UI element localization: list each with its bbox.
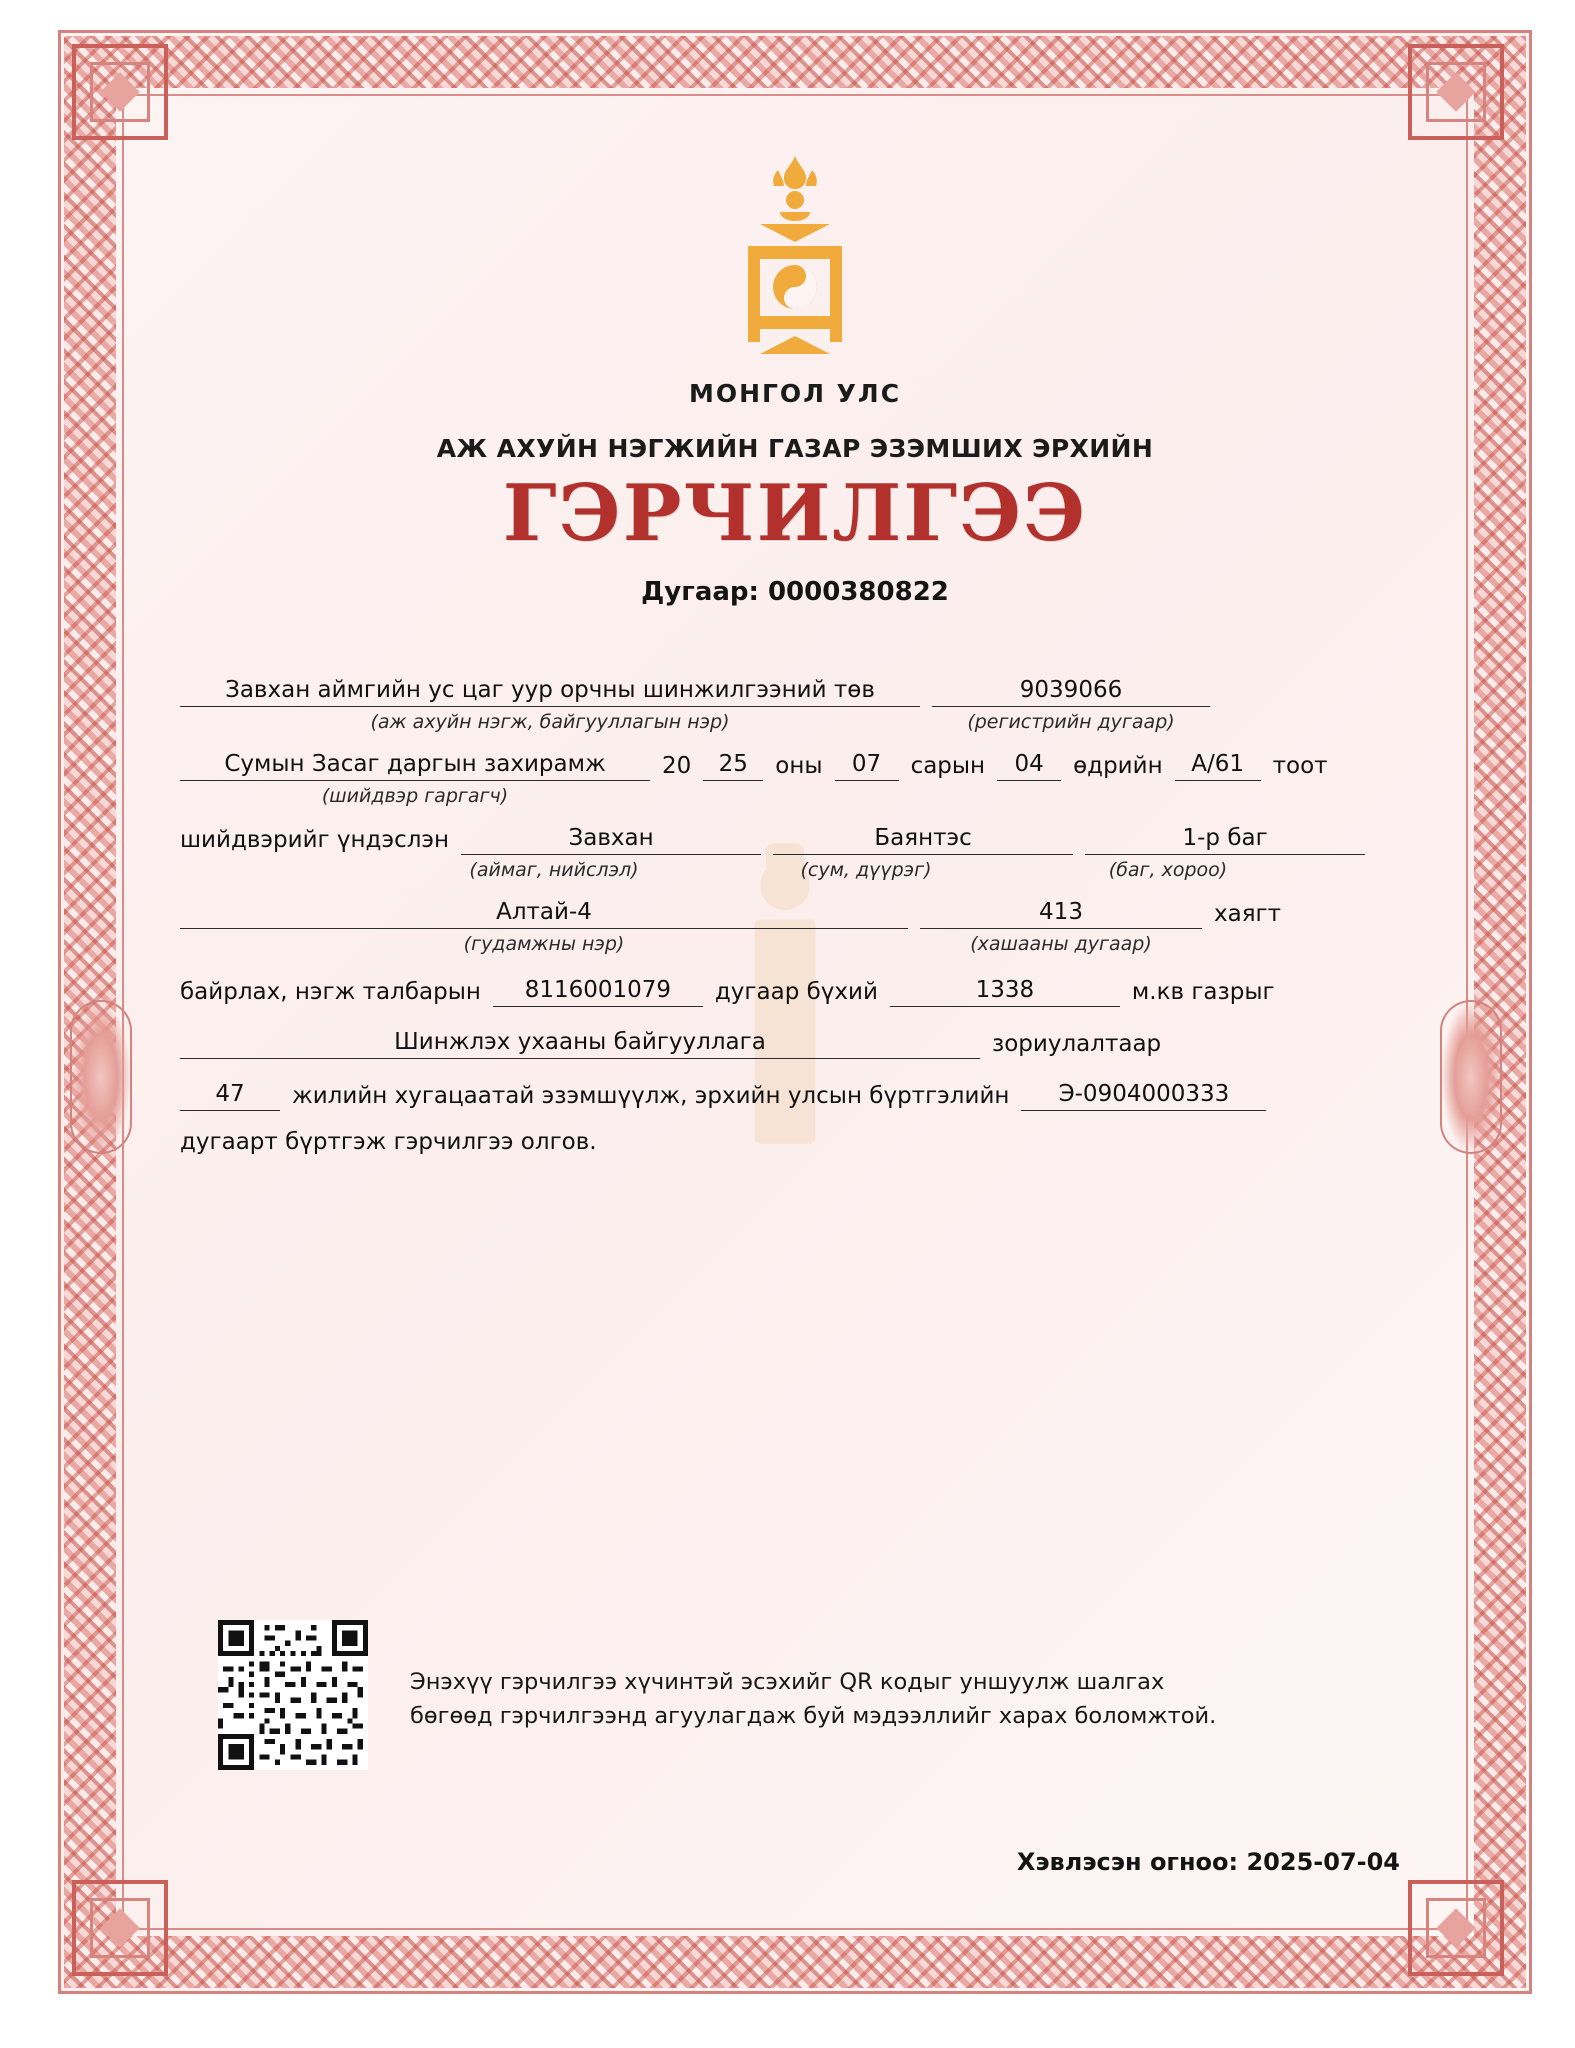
qr-note-line2: бөгөөд гэрчилгээнд агуулагдаж буй мэдээллийг харах боломжтой. bbox=[410, 1702, 1217, 1729]
street-field: Алтай-4 bbox=[180, 899, 908, 929]
organization-name-hint: (аж ахуйн нэгж, байгууллагын нэр) bbox=[370, 710, 730, 733]
qr-code[interactable] bbox=[218, 1620, 368, 1770]
aimag-field: Завхан bbox=[461, 825, 761, 855]
row-duration bbox=[180, 1081, 1410, 1111]
month-word-label: сарын bbox=[910, 752, 986, 779]
row-location bbox=[180, 825, 1410, 855]
decision-maker-hint: (шийдвэр гаргагч) bbox=[321, 784, 509, 807]
year-field: 25 bbox=[703, 751, 763, 781]
area-unit-label: м.кв газрыг bbox=[1131, 978, 1275, 1005]
purpose-word-label: зориулалтаар bbox=[992, 1030, 1162, 1057]
row-purpose bbox=[180, 1029, 1410, 1059]
printed-date: Хэвлэсэн огноо: 2025-07-04 bbox=[1016, 1848, 1400, 1876]
number-word-label: дугаар бүхий bbox=[714, 978, 878, 1005]
closing-text-label: дугаарт бүртгэж гэрчилгээ олгов. bbox=[180, 1128, 597, 1155]
certificate-number: Дугаар: 0000380822 bbox=[641, 576, 949, 607]
country-title: МОНГОЛ УЛС bbox=[688, 379, 902, 408]
street-hint: (гудамжны нэр) bbox=[463, 932, 625, 955]
act-word-label: тоот bbox=[1272, 752, 1328, 779]
year-prefix-label: 20 bbox=[662, 752, 692, 779]
decision-maker-field: Сумын Засаг даргын захирамж bbox=[180, 751, 650, 781]
register-number-hint: (регистрийн дугаар) bbox=[967, 710, 1175, 733]
certificate-content bbox=[180, 120, 1410, 1157]
corner-ornament-bottom-left bbox=[72, 1880, 168, 1976]
row-decision-hints bbox=[180, 785, 1410, 807]
fence-hint: (хашааны дугаар) bbox=[970, 932, 1152, 955]
day-field: 04 bbox=[997, 751, 1061, 781]
row-decision bbox=[180, 751, 1410, 781]
parcel-number-field: 8116001079 bbox=[493, 977, 703, 1007]
aimag-hint: (аймаг, нийслэл) bbox=[469, 858, 639, 881]
row-organization bbox=[180, 677, 1410, 707]
state-registration-number-field: Э-0904000333 bbox=[1021, 1081, 1266, 1111]
bag-hint: (баг, хороо) bbox=[1108, 858, 1228, 881]
certificate-subtitle: АЖ АХУЙН НЭГЖИЙН ГАЗАР ЭЗЭМШИХ ЭРХИЙН bbox=[436, 434, 1154, 463]
row-parcel bbox=[180, 977, 1410, 1007]
row-location-hints bbox=[180, 859, 1410, 881]
row-street-hints bbox=[180, 933, 1410, 955]
bag-field: 1-р баг bbox=[1085, 825, 1365, 855]
act-number-field: А/61 bbox=[1175, 751, 1261, 781]
based-on-label: шийдвэрийг үндэслэн bbox=[180, 826, 450, 853]
corner-ornament-top-right bbox=[1408, 44, 1504, 140]
side-medallion-left bbox=[70, 1000, 132, 1154]
register-number-field: 9039066 bbox=[932, 677, 1210, 707]
day-word-label: өдрийн bbox=[1073, 752, 1163, 779]
located-label: байрлах, нэгж талбарын bbox=[180, 978, 481, 1005]
purpose-field: Шинжлэх ухааны байгууллага bbox=[180, 1029, 980, 1059]
years-field: 47 bbox=[180, 1081, 280, 1111]
sum-hint: (сум, дүүрэг) bbox=[800, 858, 932, 881]
corner-ornament-top-left bbox=[72, 44, 168, 140]
qr-note bbox=[410, 1666, 1290, 1734]
organization-name-field: Завхан аймгийн ус цаг уур орчны шинжилгээний төв bbox=[180, 677, 920, 707]
address-word-label: хаягт bbox=[1214, 900, 1282, 927]
soyombo-emblem-icon bbox=[700, 150, 890, 365]
month-field: 07 bbox=[835, 751, 899, 781]
emblem-container bbox=[180, 150, 1410, 365]
qr-note-line1: Энэхүү гэрчилгээ хүчинтэй эсэхийг QR кодыг уншуулж шалгах bbox=[410, 1669, 1165, 1695]
corner-ornament-bottom-right bbox=[1408, 1880, 1504, 1976]
row-street bbox=[180, 899, 1410, 929]
fence-number-field: 413 bbox=[920, 899, 1202, 929]
sum-field: Баянтэс bbox=[773, 825, 1073, 855]
years-text-label: жилийн хугацаатай эзэмшүүлж, эрхийн улсын бүртгэлийн bbox=[292, 1082, 1010, 1109]
row-organization-hints bbox=[180, 711, 1410, 733]
area-field: 1338 bbox=[890, 977, 1120, 1007]
year-word-label: оны bbox=[775, 752, 823, 779]
certificate-title: ГЭРЧИЛГЭЭ bbox=[502, 468, 1088, 559]
row-closing bbox=[180, 1129, 1410, 1157]
side-medallion-right bbox=[1440, 1000, 1502, 1154]
certificate-form bbox=[180, 677, 1410, 1157]
